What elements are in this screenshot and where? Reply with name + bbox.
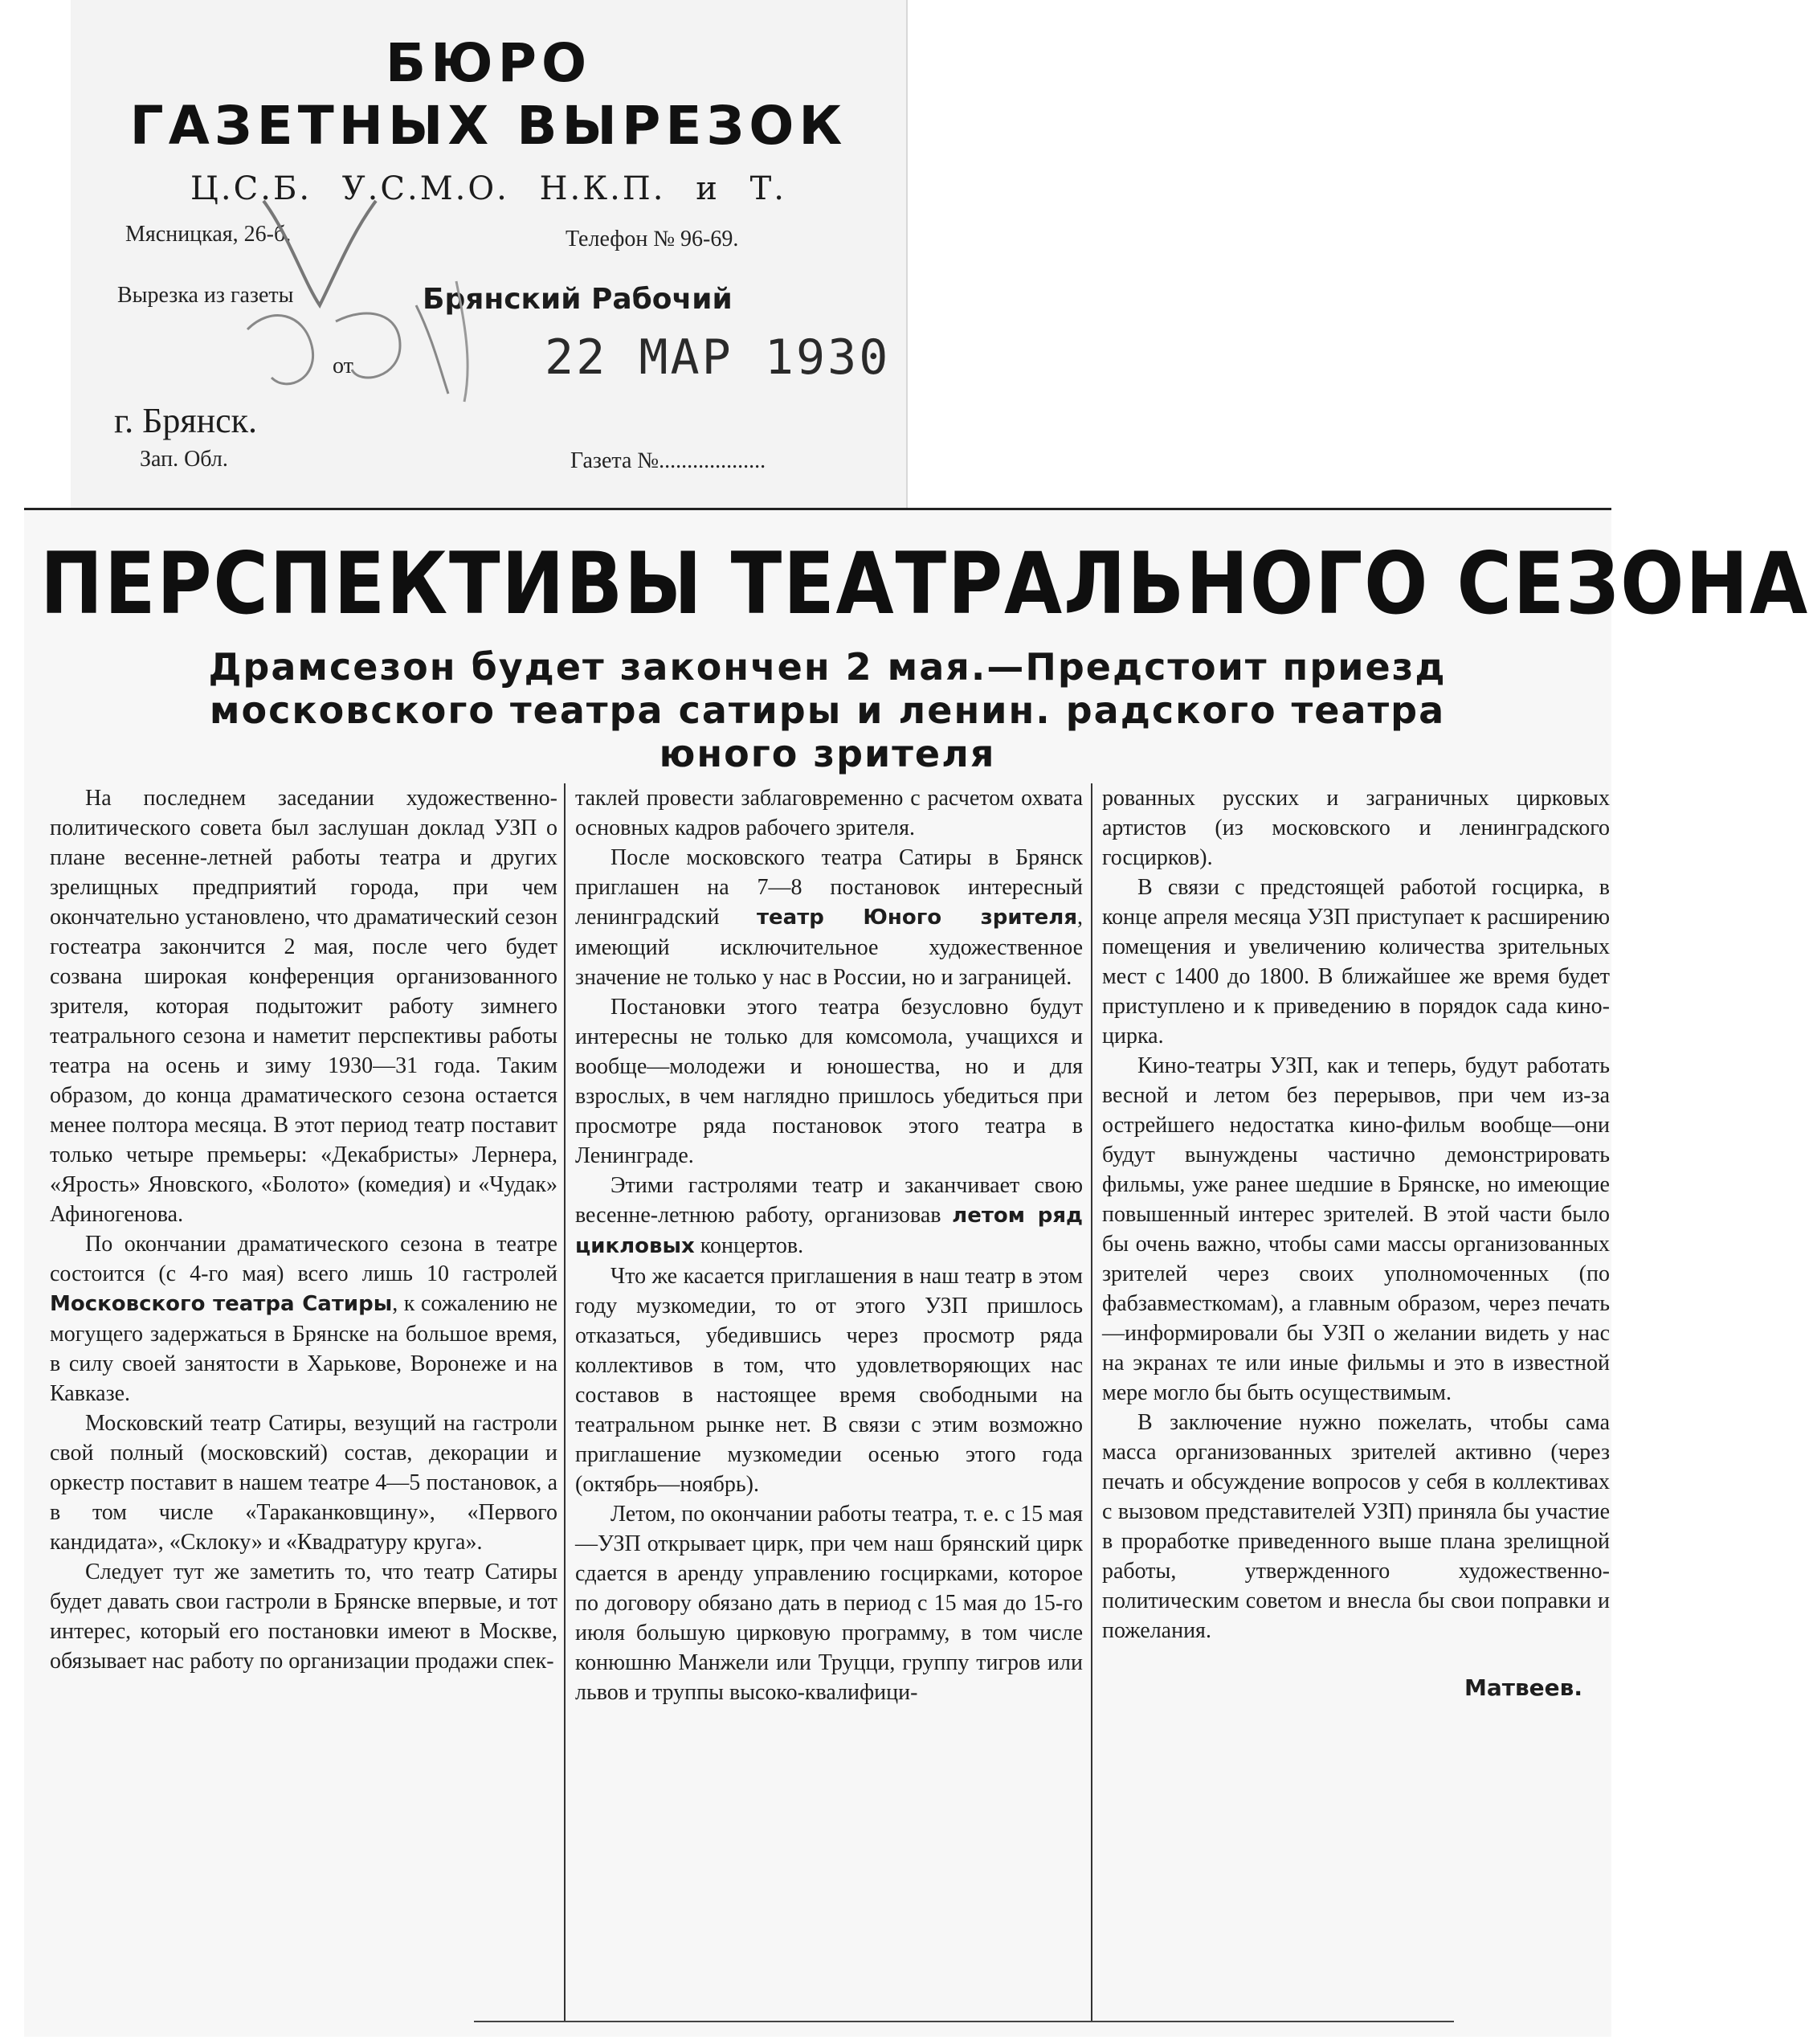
stamp-address: Мясницкая, 26-б.	[125, 222, 292, 247]
article-paragraph: таклей провести заблаговременно с расчетом охвата основных кадров рабочего зрителя.	[575, 786, 1083, 840]
clipping-bureau-stamp	[71, 0, 908, 508]
stamp-clipping-label: Вырезка из газеты	[117, 283, 294, 308]
text-run: концертов.	[700, 1233, 804, 1258]
stamp-gazeta-number: Газета №...................	[570, 448, 766, 473]
article-paragraph	[50, 1229, 557, 1408]
stamp-date-prefix: от	[333, 354, 353, 378]
newspaper-article	[24, 508, 1809, 2037]
article-subhead-line2: московского театра сатиры и ленин. радского театра	[209, 689, 1446, 732]
stamp-city: г. Брянск.	[114, 401, 258, 440]
text-run: По окончании драматического сезона в театре состоится (с 4-го мая) всего лишь 10 гастролей	[50, 1232, 557, 1286]
stamp-date: 22 МАР 1930	[545, 329, 891, 386]
article-columns	[43, 783, 1610, 2029]
article-paragraph	[575, 843, 1083, 992]
article-paragraph: Постановки этого театра безусловно будут интересны не только для комсомола, учащихся и вообще—молодежи и юношества, но и для взрослых, в чем наглядно пришлось убедиться при просмотре ряда постановок этого театра в Ленинграде.	[575, 995, 1083, 1168]
article-paragraph: Кино-театры УЗП, как и теперь, будут работать весной и летом без перерывов, при чем из-за острейшего недостатка кино-фильм вообще—они будут вынуждены частично демонстрировать фильмы, уже ранее шедшие в Брянске, но имеющие повышенный интерес зрителей. В этой части было бы очень важно, чтобы сами массы организованных зрителей через своих уполномоченных (по фабзавместкомам), а главным образом, через печать—информировали бы УЗП о желании видеть у нас на экранах те или иные фильмы и это в известной мере могло бы быть осуществимым.	[1102, 1053, 1610, 1405]
article-paragraph: На последнем заседании художественно-политического совета был заслушан доклад УЗП о плане весенне-летней работы театра и других зрелищных предприятий города, при чем окончательно установлено, что драматический сезон гостеатра закончится 2 мая, после чего будет созвана широкая конференция организованного зрителя, которая подытожит работу зимнего театрального сезона и наметит перспективы работы театра на осень и зиму 1930—31 года. Таким образом, до конца драматического сезона остается менее полтора месяца. В этот период театр поставит только четыре премьеры: «Декабристы» Лернера, «Ярость» Яновского, «Болото» (комедия) и «Чудак» Афиногенова.	[50, 786, 557, 1227]
article-subhead-line3: юного зрителя	[659, 732, 996, 775]
article-column-1	[50, 783, 557, 2029]
handwritten-pencil-mark	[215, 185, 504, 418]
article-column-3	[1102, 783, 1610, 2029]
article-paragraph: Летом, по окончании работы театра, т. е. с 15 мая—УЗП открывает цирк, при чем наш брянский цирк сдается в аренду управлению госцирками, которое по договору обязано дать в период с 15 мая до 15-го июля большую цирковую программу, в том числе конюшню Манжели или Труцци, группу тигров или львов и труппы высоко-квалифици-	[575, 1502, 1083, 1705]
stamp-organizations: Ц.С.Б. У.С.М.О. Н.К.П. и Т.	[190, 170, 786, 207]
article-paragraph: рованных русских и заграничных цирковых артистов (из московского и ленинградского госцирков).	[1102, 786, 1610, 870]
article-headline: ПЕРСПЕКТИВЫ ТЕАТРАЛЬНОГО СЕЗОНА	[40, 534, 1809, 633]
stamp-phone: Телефон № 96-69.	[566, 227, 739, 251]
bold-text-run: Московского театра Сатиры	[50, 1292, 393, 1316]
text-run: , к сожалению не могущего задержаться в Брянске на большое время, в силу своей занятости в Харькове, Воронеже и на Кавказе.	[50, 1291, 557, 1406]
bottom-rule	[474, 2021, 1454, 2022]
article-paragraph	[575, 1171, 1083, 1261]
article-column-2	[575, 783, 1083, 2029]
stamp-newspaper-name: Брянский Рабочий	[423, 283, 733, 316]
column-divider	[1091, 783, 1092, 2021]
article-paragraph: В заключение нужно пожелать, чтобы сама масса организованных зрителей активно (через печать и обсуждение вопросов у себя в коллективах с вызовом представителей УЗП) приняла бы участие в проработке приведенного выше плана зрелищной работы, утвержденного художественно-политическим советом и внесла бы свои поправки и пожелания.	[1102, 1410, 1610, 1643]
bold-text-run: летом ряд цикловых	[575, 1204, 1084, 1258]
article-paragraph: В связи с предстоящей работой госцирка, в конце апреля месяца УЗП приступает к расширению помещения и увеличению количества зрительных мест с 1400 до 1800. В ближайшее же время будет приступлено и к приведению в порядок сада кино-цирка.	[1102, 875, 1610, 1049]
article-paragraph: Московский театр Сатиры, везущий на гастроли свой полный (московский) состав, декорации и оркестр поставит в нашем театре 4—5 постановок, а в том числе «Тараканковщину», «Первого кандидата», «Склоку» и «Квадратуру круга».	[50, 1411, 557, 1555]
stamp-title-line2: ГАЗЕТНЫХ ВЫРЕЗОК	[129, 95, 847, 157]
stamp-title-line1: БЮРО	[385, 32, 592, 94]
article-author-signature: Матвеев.	[1464, 1674, 1582, 1701]
stamp-region: Зап. Обл.	[140, 447, 228, 472]
text-run: , имеющий исключительное художественное значение не только у нас в России, но и заграницей.	[575, 905, 1084, 990]
text-run: После московского театра Сатиры в Брянск приглашен на 7—8 постановок интересный ленинградский	[575, 845, 1083, 930]
article-paragraph: Следует тут же заметить то, что театр Сатиры будет давать свои гастроли в Брянске впервые, и тот интерес, который его постановки имеют в Москве, обязывает нас работу по организации продажи спек-	[50, 1560, 557, 1674]
text-run: Этими гастролями театр и заканчивает свою весенне-летнюю работу, организовав	[575, 1173, 1083, 1228]
article-paragraph: Что же касается приглашения в наш театр в этом году музкомедии, то от этого УЗП пришлось отказаться, убедившись через просмотр ряда коллективов в том, что удовлетворяющих нас составов в настоящее время свободными на театральном рынке нет. В связи с этим возможно приглашение музкомедии осенью этого года (октябрь—ноябрь).	[575, 1264, 1083, 1497]
column-divider	[564, 783, 566, 2021]
bold-text-run: театр Юного зрителя	[756, 905, 1078, 930]
article-subhead-line1: Драмсезон будет закончен 2 мая.—Предстоит приезд	[208, 645, 1447, 689]
